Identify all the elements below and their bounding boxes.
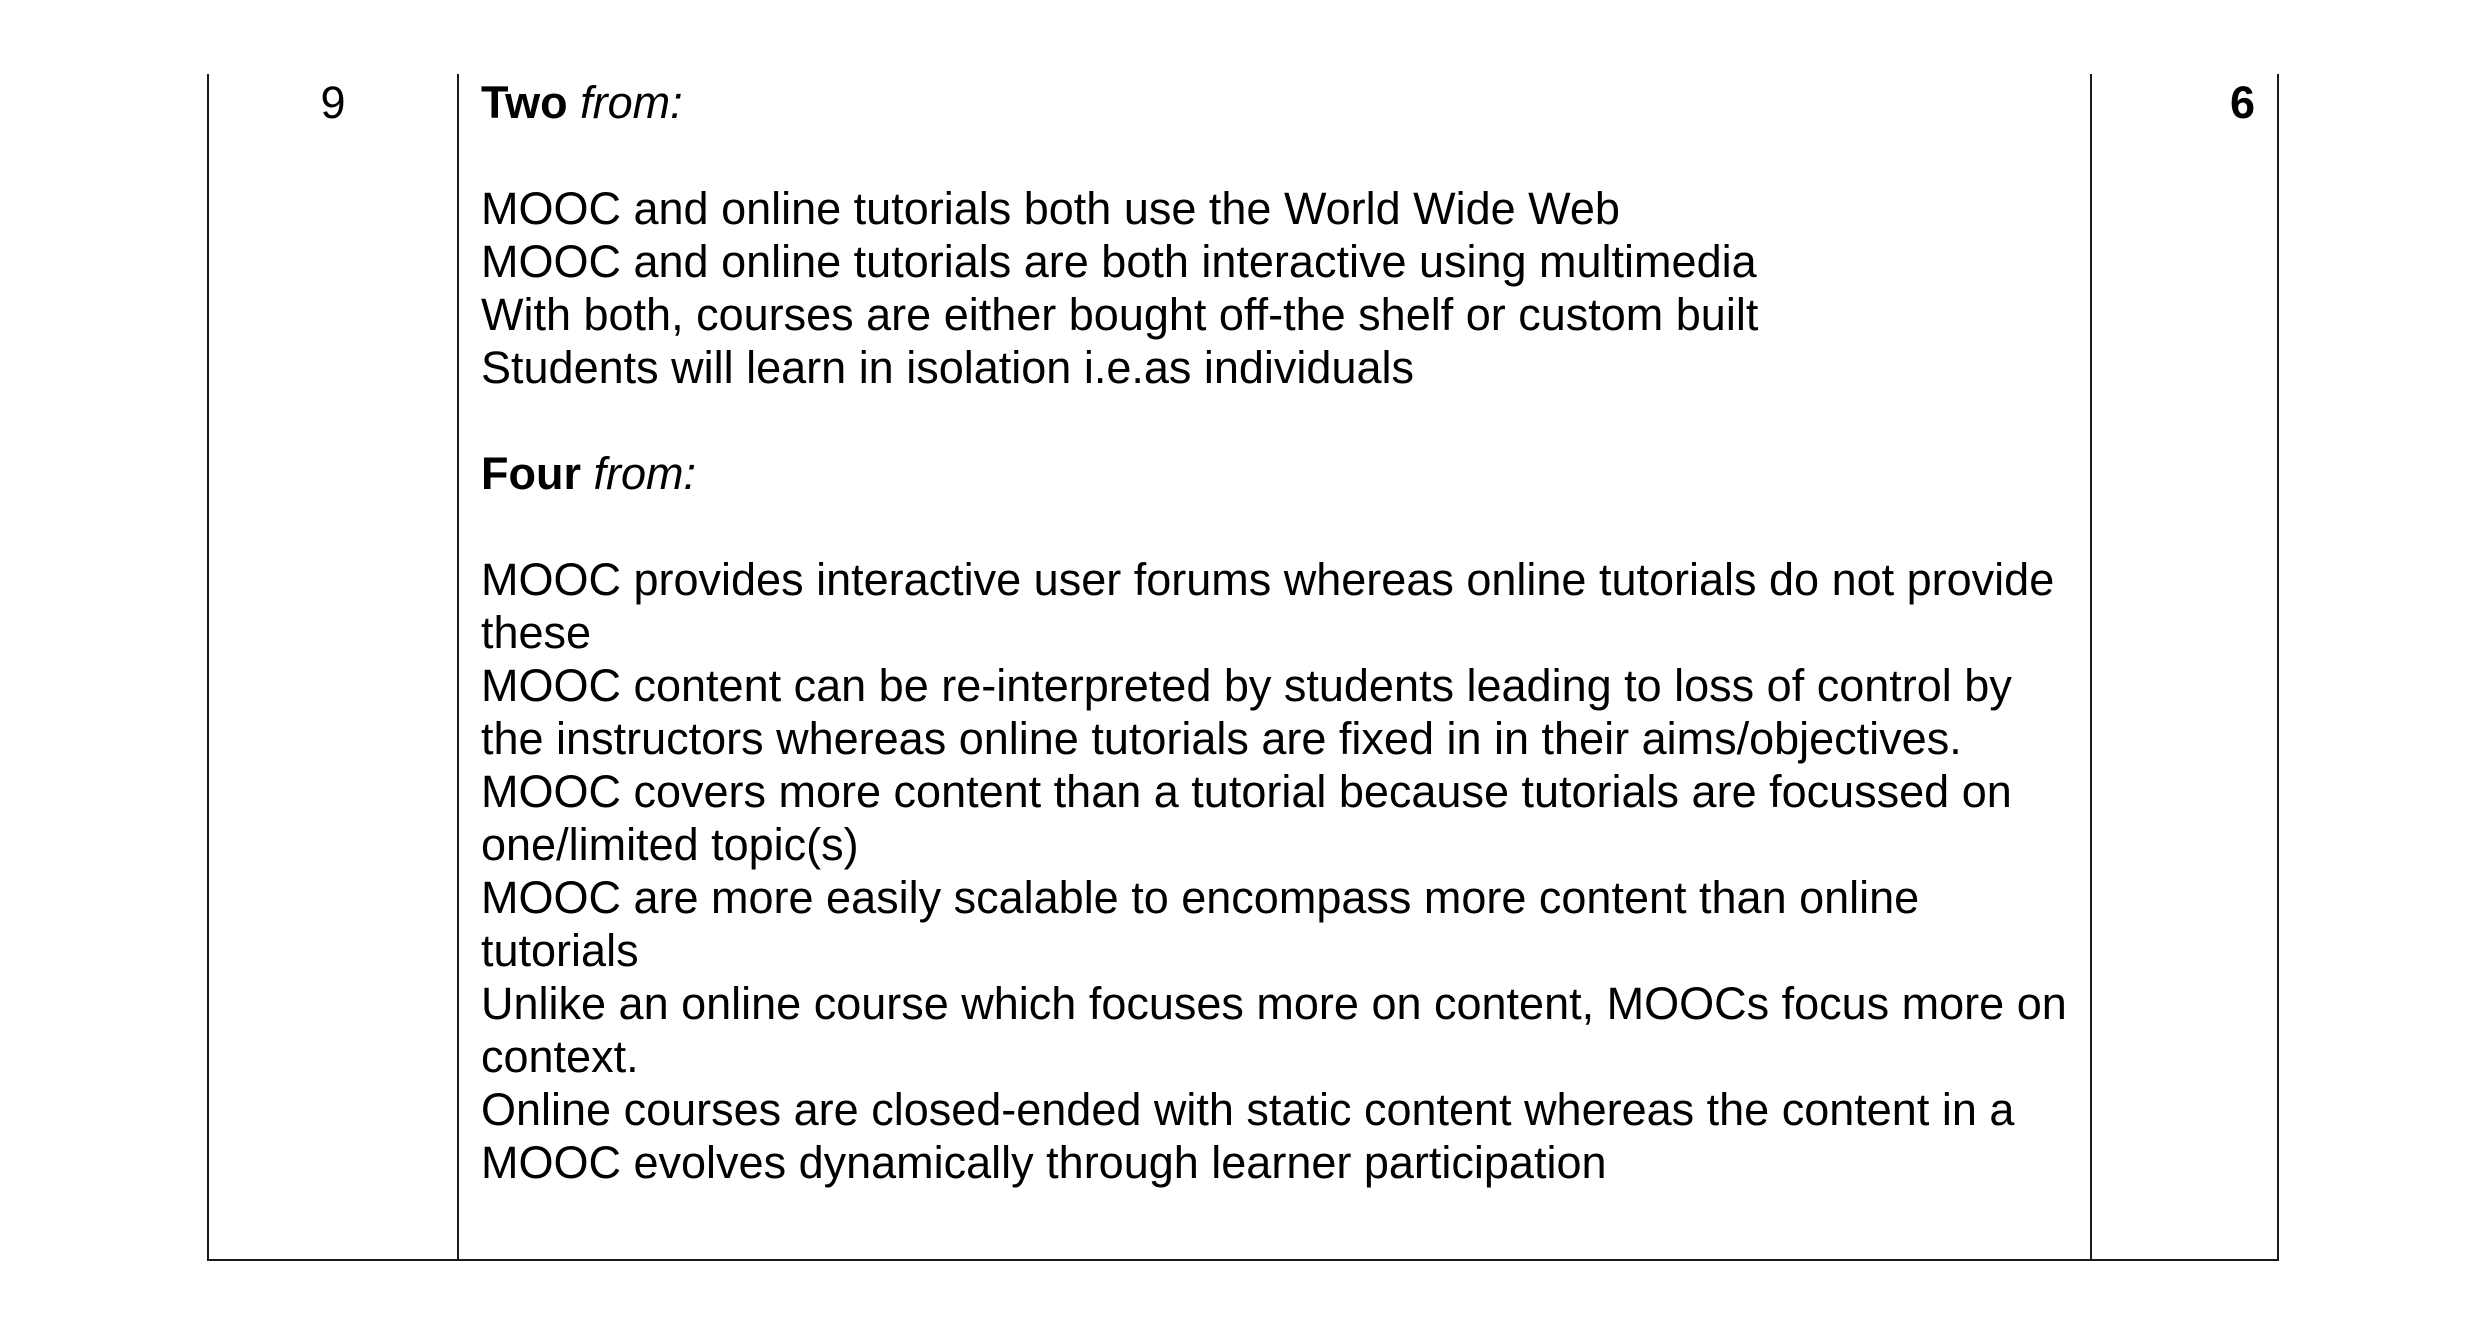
- spacer: [481, 129, 2071, 182]
- answer-point: Unlike an online course which focuses more on content, MOOCs focus more on context.: [481, 978, 2067, 1082]
- section-heading-italic: from:: [580, 77, 683, 128]
- answer-point: MOOC covers more content than a tutorial because tutorials are focussed on one/limited topic(s): [481, 766, 2012, 870]
- section-heading-two: [481, 76, 2071, 129]
- marks-value: 6: [2229, 77, 2255, 128]
- question-number: 9: [320, 77, 346, 128]
- answer-point: MOOC provides interactive user forums whereas online tutorials do not provide these: [481, 554, 2055, 658]
- answer-point: MOOC and online tutorials are both interactive using multimedia: [481, 236, 1757, 287]
- answer-point: MOOC and online tutorials both use the World Wide Web: [481, 183, 1620, 234]
- answer-cell: [481, 76, 2071, 1189]
- answer-point: Online courses are closed-ended with static content whereas the content in a MOOC evolves dynamically through learner participation: [481, 1084, 2015, 1188]
- column-divider: [2090, 74, 2092, 1259]
- answer-point: With both, courses are either bought off-the shelf or custom built: [481, 289, 1759, 340]
- section-heading-italic: from:: [593, 448, 697, 499]
- section-heading-bold: Four: [481, 448, 581, 499]
- spacer: [481, 394, 2071, 447]
- answer-point: Students will learn in isolation i.e.as individuals: [481, 342, 1415, 393]
- section-heading-four: [481, 447, 2071, 500]
- column-divider: [457, 74, 459, 1259]
- answer-point: MOOC are more easily scalable to encompass more content than online tutorials: [481, 872, 1920, 976]
- spacer: [481, 500, 2071, 553]
- section-heading-bold: Two: [481, 77, 568, 128]
- answer-point: MOOC content can be re-interpreted by students leading to loss of control by the instructors whereas online tutorials are fixed in in their aims/objectives.: [481, 660, 2012, 764]
- mark-scheme-table: [207, 74, 2279, 1261]
